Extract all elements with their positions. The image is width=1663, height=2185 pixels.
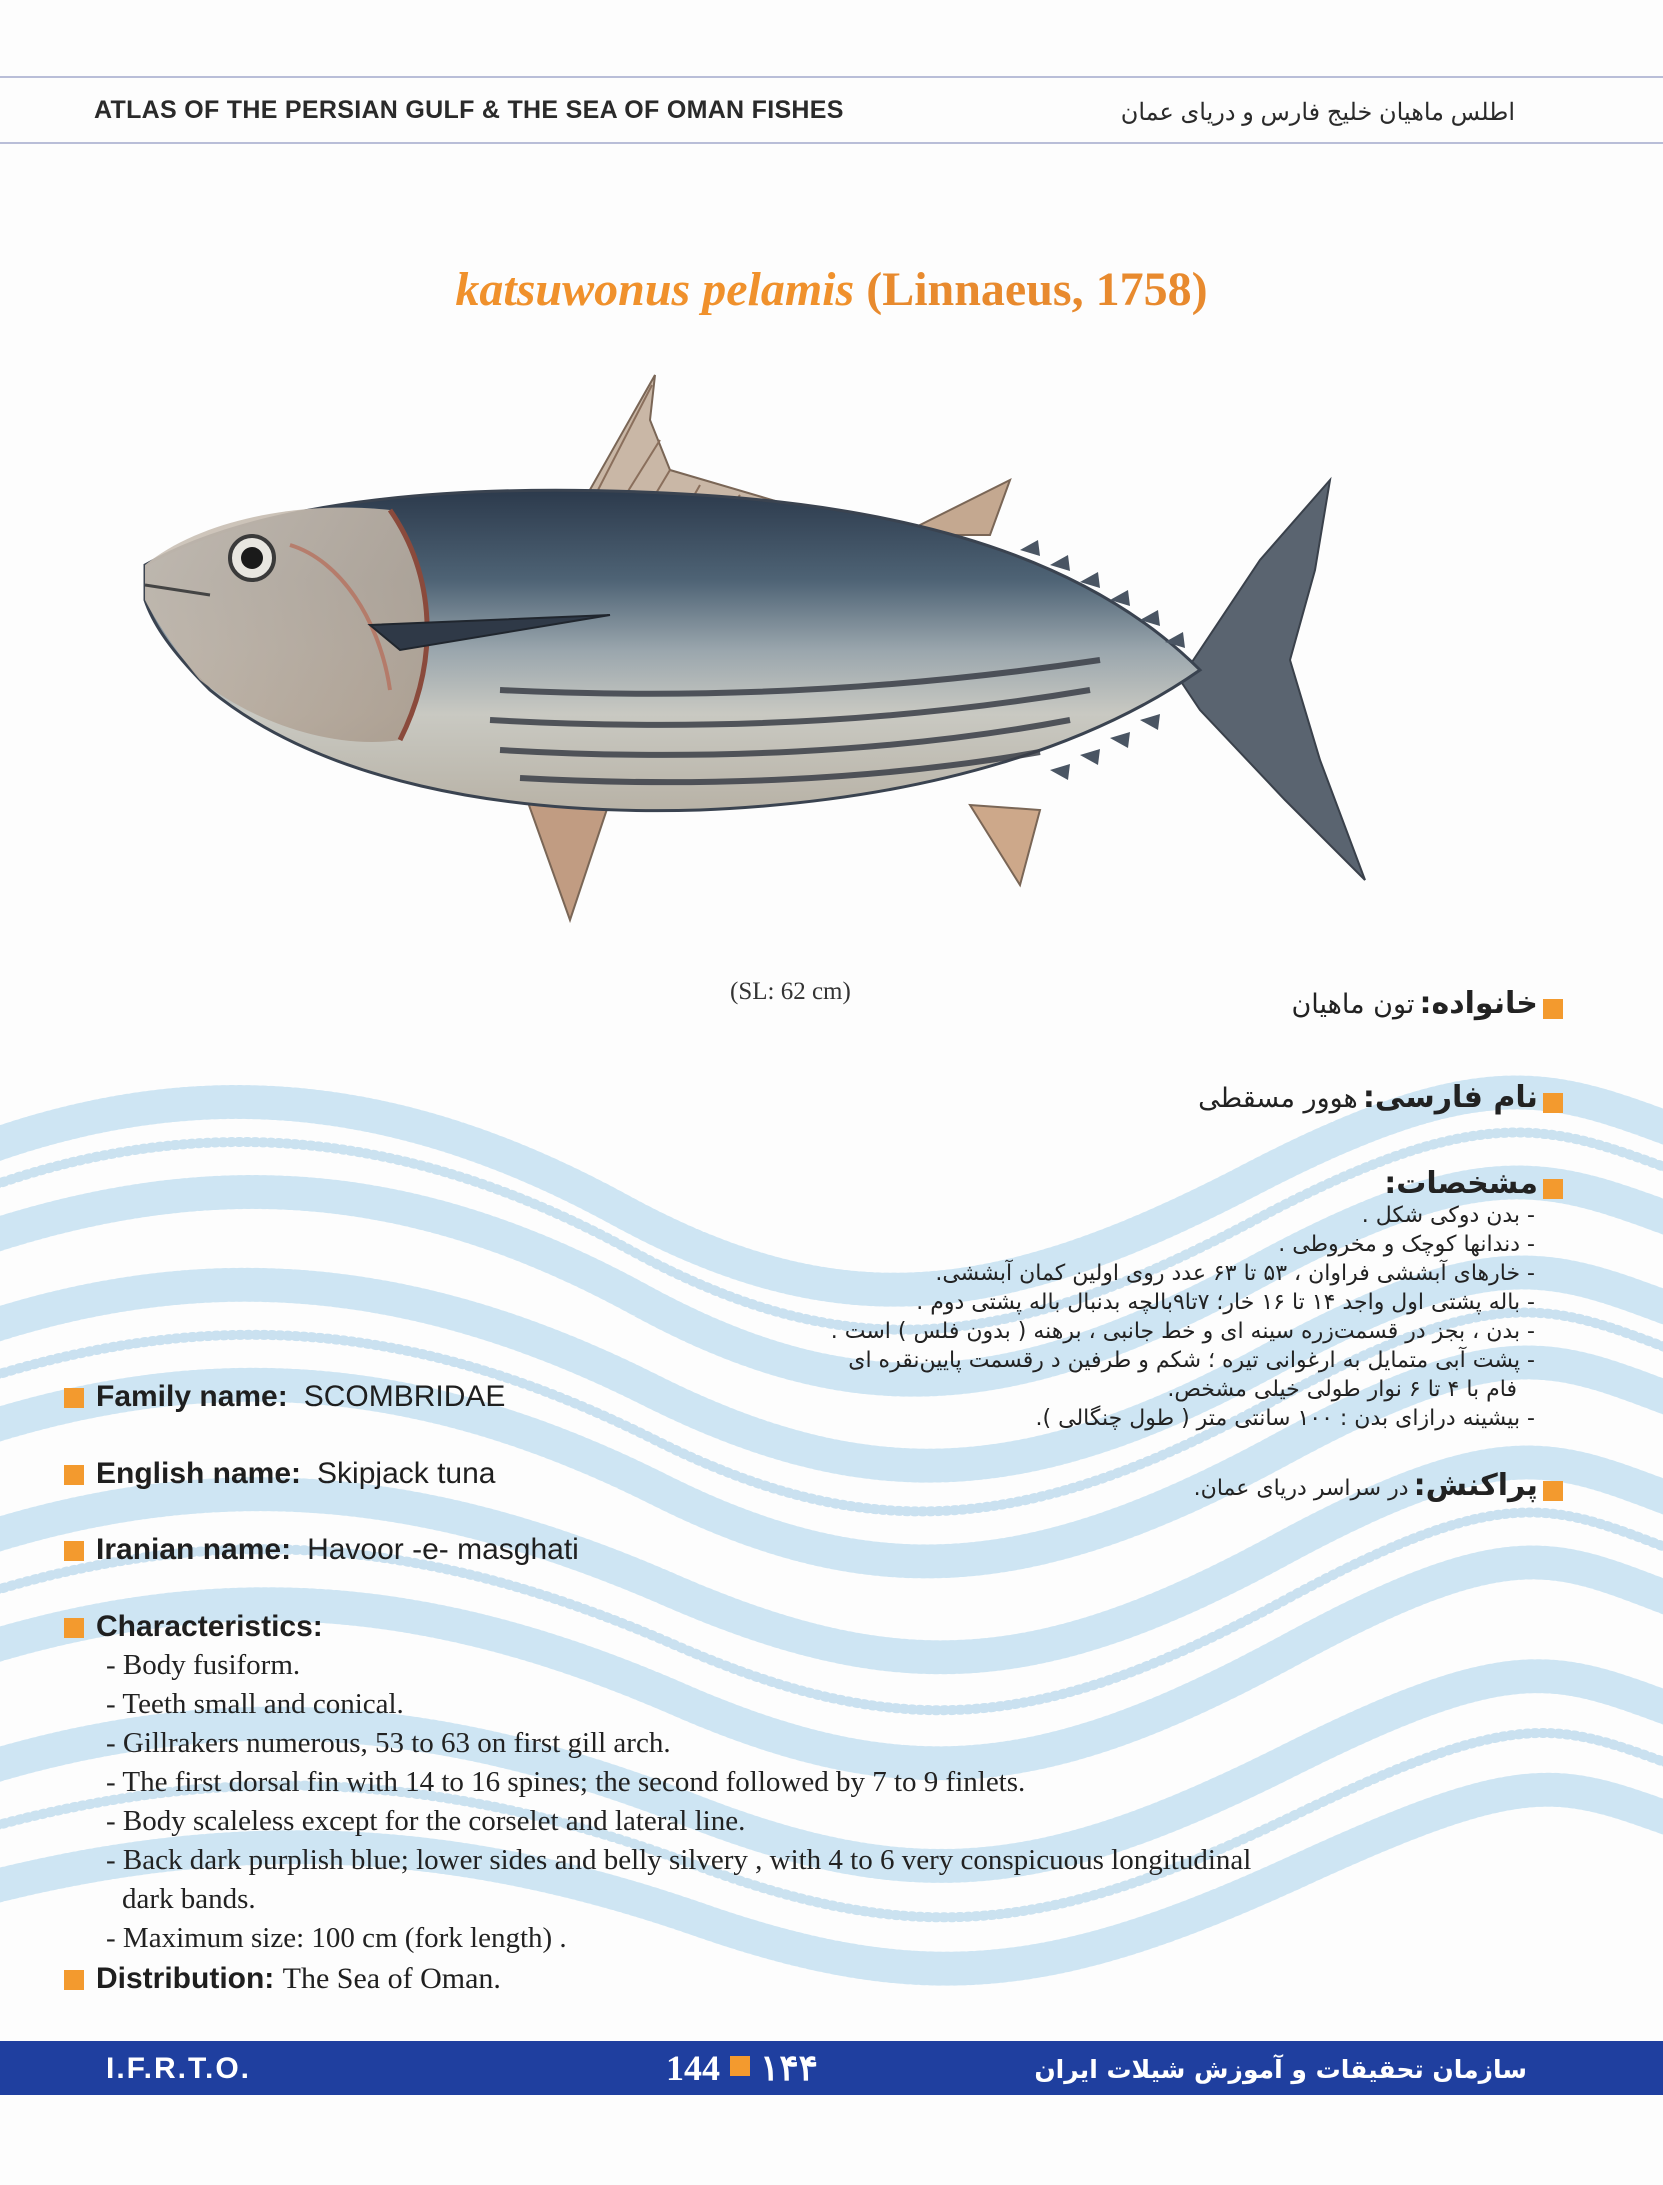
en-distribution-label: Distribution:: [96, 1962, 275, 1995]
fa-characteristic-item: - بیشینه درازای بدن : ۱۰۰ سانتی متر ( طول چنگالی ).: [1035, 1406, 1535, 1431]
orange-bullet: [1543, 999, 1563, 1019]
fa-distribution-label: پراکنش:: [1413, 1468, 1538, 1503]
fa-name-value: هوور مسقطی: [1198, 1083, 1358, 1114]
fa-persian-name: [1198, 1080, 1563, 1115]
fa-characteristic-item: - پشت آبی متمایل به ارغوانی تیره ؛ شکم و طرفین د رقسمت پایین‌نقره ای: [848, 1348, 1535, 1373]
en-distribution: [64, 1962, 501, 1996]
fa-distribution-value: در سراسر دریای عمان.: [1193, 1476, 1409, 1501]
fa-characteristic-item: - باله پشتی اول واجد ۱۴ تا ۱۶ خار؛ ۷تا۹بالچه بدنبال باله پشتی دوم .: [916, 1290, 1535, 1315]
en-characteristic-item: - Gillrakers numerous, 53 to 63 on first gill arch.: [106, 1727, 671, 1759]
orange-bullet: [64, 1618, 84, 1638]
en-family-label: Family name:: [96, 1380, 288, 1413]
en-characteristics: [64, 1610, 323, 1644]
en-iranian-value: Havoor -e- masghati: [307, 1533, 579, 1566]
header-rule-top: [0, 76, 1663, 78]
page-number-fa: ۱۴۴: [760, 2048, 819, 2088]
en-iranian-label: Iranian name:: [96, 1533, 292, 1566]
species-authority: (Linnaeus, 1758): [866, 263, 1208, 316]
orange-bullet: [730, 2056, 750, 2076]
en-family: [64, 1380, 505, 1414]
orange-bullet: [64, 1388, 84, 1408]
header-rule-bottom: [0, 142, 1663, 144]
en-english-name: [64, 1457, 495, 1491]
orange-bullet: [64, 1541, 84, 1561]
en-characteristic-item: - Teeth small and conical.: [106, 1688, 404, 1720]
atlas-title-fa: اطلس ماهیان خلیج فارس و دریای عمان: [1120, 99, 1515, 126]
en-characteristic-item: - Body scaleless except for the corselet and lateral line.: [106, 1805, 746, 1837]
en-characteristic-item: - Maximum size: 100 cm (fork length) .: [106, 1922, 567, 1954]
page-number-en: 144: [666, 2048, 720, 2088]
en-english-value: Skipjack tuna: [317, 1457, 496, 1490]
scientific-name: katsuwonus pelamis: [455, 263, 855, 316]
en-family-value: SCOMBRIDAE: [303, 1380, 506, 1413]
fa-characteristic-item: - بدن دوکی شکل .: [1361, 1203, 1535, 1228]
fa-characteristic-item: فام با ۴ تا ۶ نوار طولی خیلی مشخص.: [1167, 1377, 1517, 1402]
fa-distribution: [1194, 1468, 1563, 1503]
fa-characteristics-label: مشخصات:: [1384, 1166, 1538, 1201]
en-characteristics-label: Characteristics:: [96, 1610, 323, 1643]
species-title: [0, 262, 1663, 317]
fa-family: [1291, 986, 1563, 1021]
orange-bullet: [1543, 1179, 1563, 1199]
skipjack-tuna-illustration: [140, 360, 1510, 940]
en-characteristics-list: [106, 1646, 1251, 1958]
en-characteristic-item: dark bands.: [122, 1883, 256, 1915]
orange-bullet: [64, 1465, 84, 1485]
orange-bullet: [1543, 1481, 1563, 1501]
fa-characteristic-item: - دندانها کوچک و مخروطی .: [1278, 1232, 1535, 1257]
en-characteristic-item: - Back dark purplish blue; lower sides and belly silvery , with 4 to 6 very conspicuous longitudinal: [106, 1844, 1252, 1876]
footer-org-en: I.F.R.T.O.: [106, 2052, 252, 2085]
orange-bullet: [1543, 1093, 1563, 1113]
en-characteristic-item: - The first dorsal fin with 14 to 16 spines; the second followed by 7 to 9 finlets.: [106, 1766, 1026, 1798]
fa-family-value: تون ماهیان: [1291, 989, 1415, 1020]
en-english-label: English name:: [96, 1457, 302, 1490]
footer-org-fa: سازمان تحقیقات و آموزش شیلات ایران: [1034, 2055, 1527, 2084]
fa-characteristic-item: - خارهای آبششی فراوان ، ۵۳ تا ۶۳ عدد روی اولین کمان آبششی.: [935, 1261, 1535, 1286]
fa-characteristics: [831, 1166, 1563, 1433]
atlas-title-en: ATLAS OF THE PERSIAN GULF & THE SEA OF OMAN FISHES: [94, 96, 844, 124]
fa-name-label: نام فارسی:: [1362, 1080, 1538, 1115]
fa-characteristic-item: - بدن ، بجز در قسمت‌زره سینه ای و خط جانبی ، برهنه ( بدون فلس ) است .: [830, 1319, 1535, 1344]
fa-family-label: خانواده:: [1419, 986, 1538, 1021]
en-distribution-value: The Sea of Oman.: [282, 1962, 501, 1995]
en-iranian-name: [64, 1533, 579, 1567]
page-number: [666, 2047, 818, 2089]
en-characteristic-item: - Body fusiform.: [106, 1649, 301, 1681]
specimen-length: (SL: 62 cm): [730, 978, 851, 1005]
orange-bullet: [64, 1970, 84, 1990]
